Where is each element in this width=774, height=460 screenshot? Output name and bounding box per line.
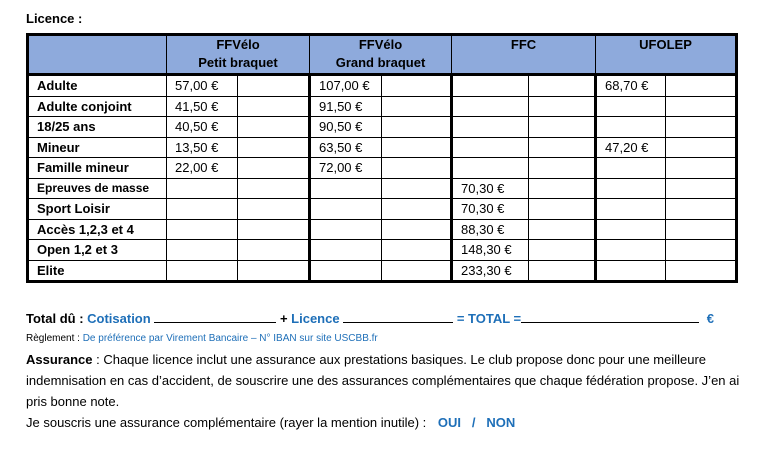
cell-empty (238, 75, 310, 97)
licence-label: Licence (291, 311, 340, 326)
cell-ffc (452, 117, 529, 138)
cell-ffvelo-grand (310, 178, 382, 199)
cell-empty (238, 117, 310, 138)
cell-empty (666, 158, 737, 179)
total-label: Total dû : (26, 311, 88, 326)
cell-ffvelo-grand (310, 260, 382, 282)
cell-empty (382, 117, 452, 138)
header-corner (28, 35, 167, 75)
cell-empty (382, 158, 452, 179)
cell-ffc (452, 75, 529, 97)
row-label: Open 1,2 et 3 (28, 240, 167, 261)
cell-empty (529, 219, 596, 240)
cell-ffvelo-grand (310, 199, 382, 220)
cell-empty (529, 117, 596, 138)
cell-empty (382, 178, 452, 199)
licence-table (26, 33, 738, 283)
total-line (26, 310, 766, 326)
cell-ffvelo-petit (167, 260, 238, 282)
row-label: Accès 1,2,3 et 4 (28, 219, 167, 240)
table-row (28, 75, 737, 97)
row-label: Mineur (28, 137, 167, 158)
cell-empty (238, 240, 310, 261)
cell-ufolep: 68,70 € (596, 75, 666, 97)
cell-ffvelo-petit: 57,00 € (167, 75, 238, 97)
cell-empty (238, 219, 310, 240)
cell-empty (238, 137, 310, 158)
header-ffc: FFC (452, 35, 596, 75)
cell-ffvelo-petit: 40,50 € (167, 117, 238, 138)
cell-ufolep: 47,20 € (596, 137, 666, 158)
table-row (28, 158, 737, 179)
cell-empty (238, 96, 310, 117)
cell-ffvelo-grand (310, 240, 382, 261)
cell-ffc: 148,30 € (452, 240, 529, 261)
row-label: Elite (28, 260, 167, 282)
table-row (28, 260, 737, 282)
row-label: 18/25 ans (28, 117, 167, 138)
row-label: Famille mineur (28, 158, 167, 179)
row-label: Epreuves de masse (28, 178, 167, 199)
cell-empty (529, 75, 596, 97)
cell-empty (666, 96, 737, 117)
table-row (28, 219, 737, 240)
cell-empty (529, 240, 596, 261)
table-row (28, 137, 737, 158)
cotisation-field[interactable] (154, 310, 276, 323)
cell-ffvelo-grand (310, 219, 382, 240)
cell-ffc: 233,30 € (452, 260, 529, 282)
oui-option[interactable]: OUI (437, 415, 462, 430)
total-equals: = TOTAL = (456, 311, 522, 326)
cotisation-label: Cotisation (87, 311, 151, 326)
cell-ufolep (596, 158, 666, 179)
cell-empty (382, 219, 452, 240)
cell-ffvelo-petit (167, 178, 238, 199)
cell-empty (529, 199, 596, 220)
reglement-label: Règlement : (26, 333, 83, 344)
cell-ufolep (596, 96, 666, 117)
total-field[interactable] (521, 310, 699, 323)
cell-ufolep (596, 260, 666, 282)
cell-ufolep (596, 178, 666, 199)
table-row (28, 240, 737, 261)
cell-ffc: 70,30 € (452, 178, 529, 199)
slash-separator: / (471, 415, 476, 430)
cell-empty (666, 178, 737, 199)
row-label: Adulte conjoint (28, 96, 167, 117)
cell-ffvelo-grand: 90,50 € (310, 117, 382, 138)
cell-empty (666, 137, 737, 158)
cell-ufolep (596, 240, 666, 261)
reglement-text: De préférence par Virement Bancaire – N° IBAN sur site USCBB.fr (82, 333, 378, 344)
cell-ffc (452, 137, 529, 158)
cell-ufolep (596, 199, 666, 220)
licence-field[interactable] (343, 310, 453, 323)
header-row (28, 35, 737, 75)
cell-empty (529, 96, 596, 117)
cell-ffvelo-petit: 41,50 € (167, 96, 238, 117)
cell-empty (529, 137, 596, 158)
table-row (28, 178, 737, 199)
cell-empty (238, 199, 310, 220)
cell-ffvelo-petit: 13,50 € (167, 137, 238, 158)
cell-ffvelo-grand: 63,50 € (310, 137, 382, 158)
cell-empty (238, 158, 310, 179)
cell-empty (382, 137, 452, 158)
assurance-label: Assurance (26, 352, 93, 367)
row-label: Sport Loisir (28, 199, 167, 220)
cell-empty (382, 260, 452, 282)
assurance-text: : Chaque licence inclut une assurance aux prestations basiques. Le club propose donc pour une meilleure indemnisation en cas d’accident, de souscrire une des assurances complémentaires que chaque fédération propose. J’en ai pris bonne note. (26, 352, 740, 409)
non-option[interactable]: NON (486, 415, 516, 430)
cell-empty (666, 219, 737, 240)
cell-empty (238, 260, 310, 282)
cell-empty (529, 158, 596, 179)
cell-ufolep (596, 117, 666, 138)
cell-ffc: 70,30 € (452, 199, 529, 220)
cell-empty (382, 240, 452, 261)
header-ffvelo-grand: FFVélo Grand braquet (310, 35, 452, 75)
plus-sign: + (279, 311, 292, 326)
cell-ffc (452, 158, 529, 179)
cell-ffvelo-grand: 72,00 € (310, 158, 382, 179)
table-row (28, 199, 737, 220)
cell-empty (529, 178, 596, 199)
header-ufolep: UFOLEP (596, 35, 737, 75)
header-ffvelo-petit: FFVélo Petit braquet (167, 35, 310, 75)
cell-ffvelo-petit: 22,00 € (167, 158, 238, 179)
row-label: Adulte (28, 75, 167, 97)
licence-title: Licence : (26, 11, 83, 26)
cell-empty (666, 75, 737, 97)
cell-empty (529, 260, 596, 282)
cell-empty (666, 117, 737, 138)
cell-empty (382, 96, 452, 117)
cell-ffvelo-petit (167, 240, 238, 261)
cell-ffc: 88,30 € (452, 219, 529, 240)
cell-ffvelo-petit (167, 219, 238, 240)
souscris-text: Je souscris une assurance complémentaire (rayer la mention inutile) : (26, 415, 430, 430)
cell-ffc (452, 96, 529, 117)
cell-empty (238, 178, 310, 199)
cell-empty (666, 199, 737, 220)
reglement-line (26, 333, 766, 344)
table-row (28, 117, 737, 138)
cell-ufolep (596, 219, 666, 240)
cell-ffvelo-grand: 91,50 € (310, 96, 382, 117)
cell-ffvelo-petit (167, 199, 238, 220)
table-row (28, 96, 737, 117)
cell-empty (382, 75, 452, 97)
cell-ffvelo-grand: 107,00 € (310, 75, 382, 97)
cell-empty (666, 260, 737, 282)
cell-empty (666, 240, 737, 261)
cell-empty (382, 199, 452, 220)
euro-sign: € (706, 311, 714, 326)
assurance-paragraph (26, 349, 746, 433)
